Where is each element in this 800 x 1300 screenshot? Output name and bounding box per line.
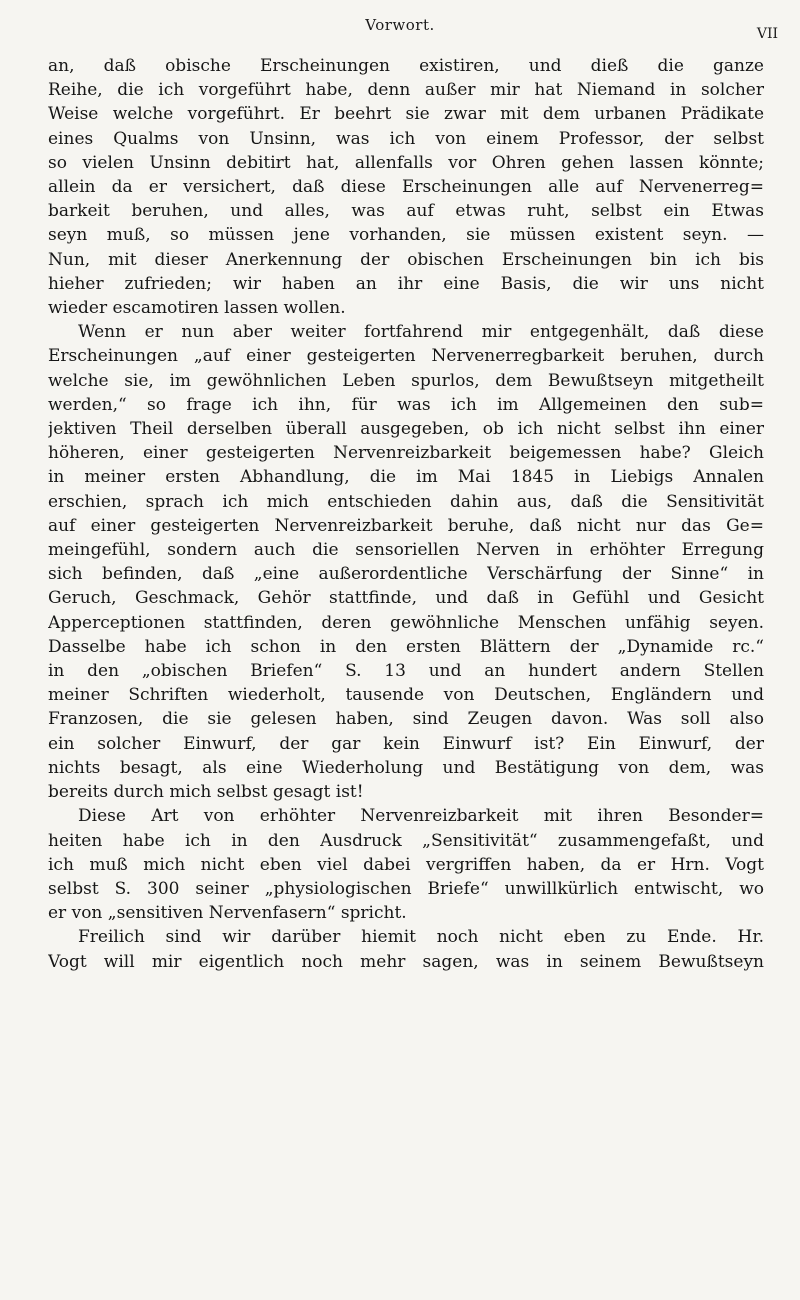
text-line: werden,“ so frage ich ihn, für was ich im Allgemeinen den sub=	[48, 394, 764, 415]
text-line: ein solcher Einwurf, der gar kein Einwurf ist? Ein Einwurf, der	[48, 733, 764, 754]
text-line: in meiner ersten Abhandlung, die im Mai 1845 in Liebigs Annalen	[48, 467, 764, 488]
text-line: Weise welche vorgeführt. Er beehrt sie zwar mit dem urbanen Prädikate	[48, 104, 764, 125]
text-line: Erscheinungen „auf einer gesteigerten Nervenerregbarkeit beruhen, durch	[48, 346, 764, 367]
paragraph-2	[48, 320, 764, 804]
text-line: erschien, sprach ich mich entschieden dahin aus, daß die Sensitivität	[48, 491, 764, 512]
text-line: auf einer gesteigerten Nervenreizbarkeit beruhe, daß nicht nur das Ge=	[48, 515, 764, 536]
text-line: Wenn er nun aber weiter fortfahrend mir entgegenhält, daß diese	[78, 322, 764, 343]
text-line: so vielen Unsinn debitirt hat, allenfalls vor Ohren gehen lassen könnte;	[48, 152, 764, 173]
text-line: Geruch, Geschmack, Gehör stattfinde, und daß in Gefühl und Gesicht	[48, 588, 764, 609]
text-line: selbst S. 300 seiner „physiologischen Briefe“ unwillkürlich entwischt, wo	[48, 878, 764, 899]
paragraph-1	[48, 54, 764, 320]
text-line: heiten habe ich in den Ausdruck „Sensitivität“ zusammengefaßt, und	[48, 830, 764, 851]
text-line: jektiven Theil derselben überall ausgegeben, ob ich nicht selbst ihn einer	[48, 419, 764, 440]
text-line: meiner Schriften wiederholt, tausende von Deutschen, Engländern und	[48, 685, 764, 706]
text-line: er von „sensitiven Nervenfasern“ spricht.	[48, 903, 407, 924]
paragraph-4	[48, 925, 764, 973]
running-head	[0, 12, 800, 52]
text-line: seyn muß, so müssen jene vorhanden, sie müssen existent seyn. —	[48, 225, 764, 246]
text-line: meingefühl, sondern auch die sensoriellen Nerven in erhöhter Erregung	[48, 540, 764, 561]
text-line: an, daß obische Erscheinungen existiren, und dieß die ganze	[48, 56, 764, 76]
page-number: VII	[756, 26, 778, 42]
text-line: welche sie, im gewöhnlichen Leben spurlos, dem Bewußtseyn mitgetheilt	[48, 370, 764, 391]
body-text	[48, 54, 764, 974]
text-line: Reihe, die ich vorgeführt habe, denn außer mir hat Niemand in solcher	[48, 80, 764, 101]
text-line: wieder escamotiren lassen wollen.	[48, 298, 346, 319]
text-line: Diese Art von erhöhter Nervenreizbarkeit mit ihren Besonder=	[78, 806, 764, 827]
text-line: hieher zufrieden; wir haben an ihr eine Basis, die wir uns nicht	[48, 273, 764, 294]
text-line: Apperceptionen stattfinden, deren gewöhnliche Menschen unfähig seyen.	[48, 612, 764, 633]
text-line: Nun, mit dieser Anerkennung der obischen Erscheinungen bin ich bis	[48, 249, 764, 270]
text-line: Freilich sind wir darüber hiemit noch nicht eben zu Ende. Hr.	[78, 927, 764, 948]
text-line: in den „obischen Briefen“ S. 13 und an hundert andern Stellen	[48, 661, 764, 682]
text-line: allein da er versichert, daß diese Erscheinungen alle auf Nervenerreg=	[48, 177, 764, 198]
text-line: nichts besagt, als eine Wiederholung und Bestätigung von dem, was	[48, 757, 764, 778]
text-line: höheren, einer gesteigerten Nervenreizbarkeit beigemessen habe? Gleich	[48, 443, 764, 464]
text-line: bereits durch mich selbst gesagt ist!	[48, 782, 364, 803]
text-line: barkeit beruhen, und alles, was auf etwas ruht, selbst ein Etwas	[48, 201, 764, 222]
text-line: eines Qualms von Unsinn, was ich von einem Professor, der selbst	[48, 128, 764, 149]
text-line: sich befinden, daß „eine außerordentliche Verschärfung der Sinne“ in	[48, 564, 764, 585]
text-line: Franzosen, die sie gelesen haben, sind Zeugen davon. Was soll also	[48, 709, 764, 730]
text-line: ich muß mich nicht eben viel dabei vergriffen haben, da er Hrn. Vogt	[48, 854, 764, 875]
running-head-title: Vorwort.	[365, 16, 435, 34]
paragraph-3	[48, 804, 764, 925]
text-line: Vogt will mir eigentlich noch mehr sagen, was in seinem Bewußtseyn	[48, 951, 764, 972]
text-line: Dasselbe habe ich schon in den ersten Blättern der „Dynamide rc.“	[48, 636, 764, 657]
